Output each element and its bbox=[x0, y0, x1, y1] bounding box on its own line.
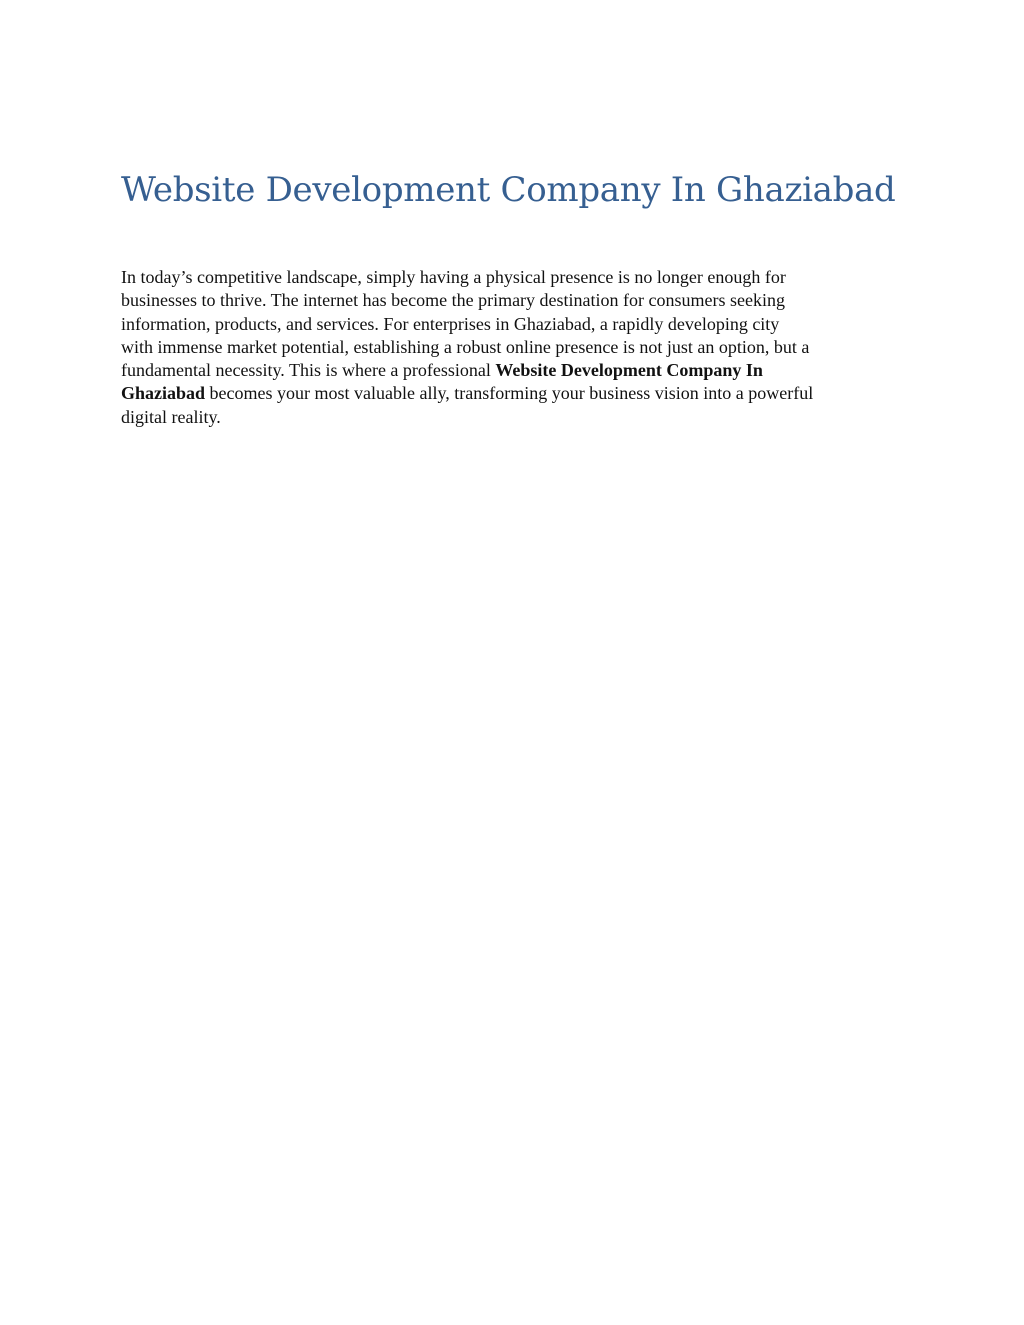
paragraph-line-1: In today’s competitive landscape, simply having a physical presence is no longer enough for bbox=[121, 267, 786, 287]
intro-paragraph bbox=[121, 266, 901, 429]
paragraph-line-3: information, products, and services. For enterprises in Ghaziabad, a rapidly developing city bbox=[121, 313, 780, 334]
paragraph-line-7: digital reality. bbox=[121, 406, 221, 427]
keyword-highlight-part-1: Website Development Company In bbox=[495, 360, 763, 381]
paragraph-line-6-text: becomes your most valuable ally, transforming your business vision into a powerful bbox=[205, 383, 814, 404]
keyword-highlight-part-2: Ghaziabad bbox=[121, 383, 206, 404]
paragraph-line-4: with immense market potential, establishing a robust online presence is not just an option, but a bbox=[121, 336, 810, 357]
document-title: Website Development Company In Ghaziabad bbox=[121, 170, 896, 210]
paragraph-line-6 bbox=[121, 382, 901, 405]
paragraph-line-2: businesses to thrive. The internet has become the primary destination for consumers seeking bbox=[121, 290, 785, 311]
paragraph-line-5 bbox=[121, 359, 901, 382]
paragraph-line-5-text: fundamental necessity. This is where a professional bbox=[121, 360, 496, 381]
